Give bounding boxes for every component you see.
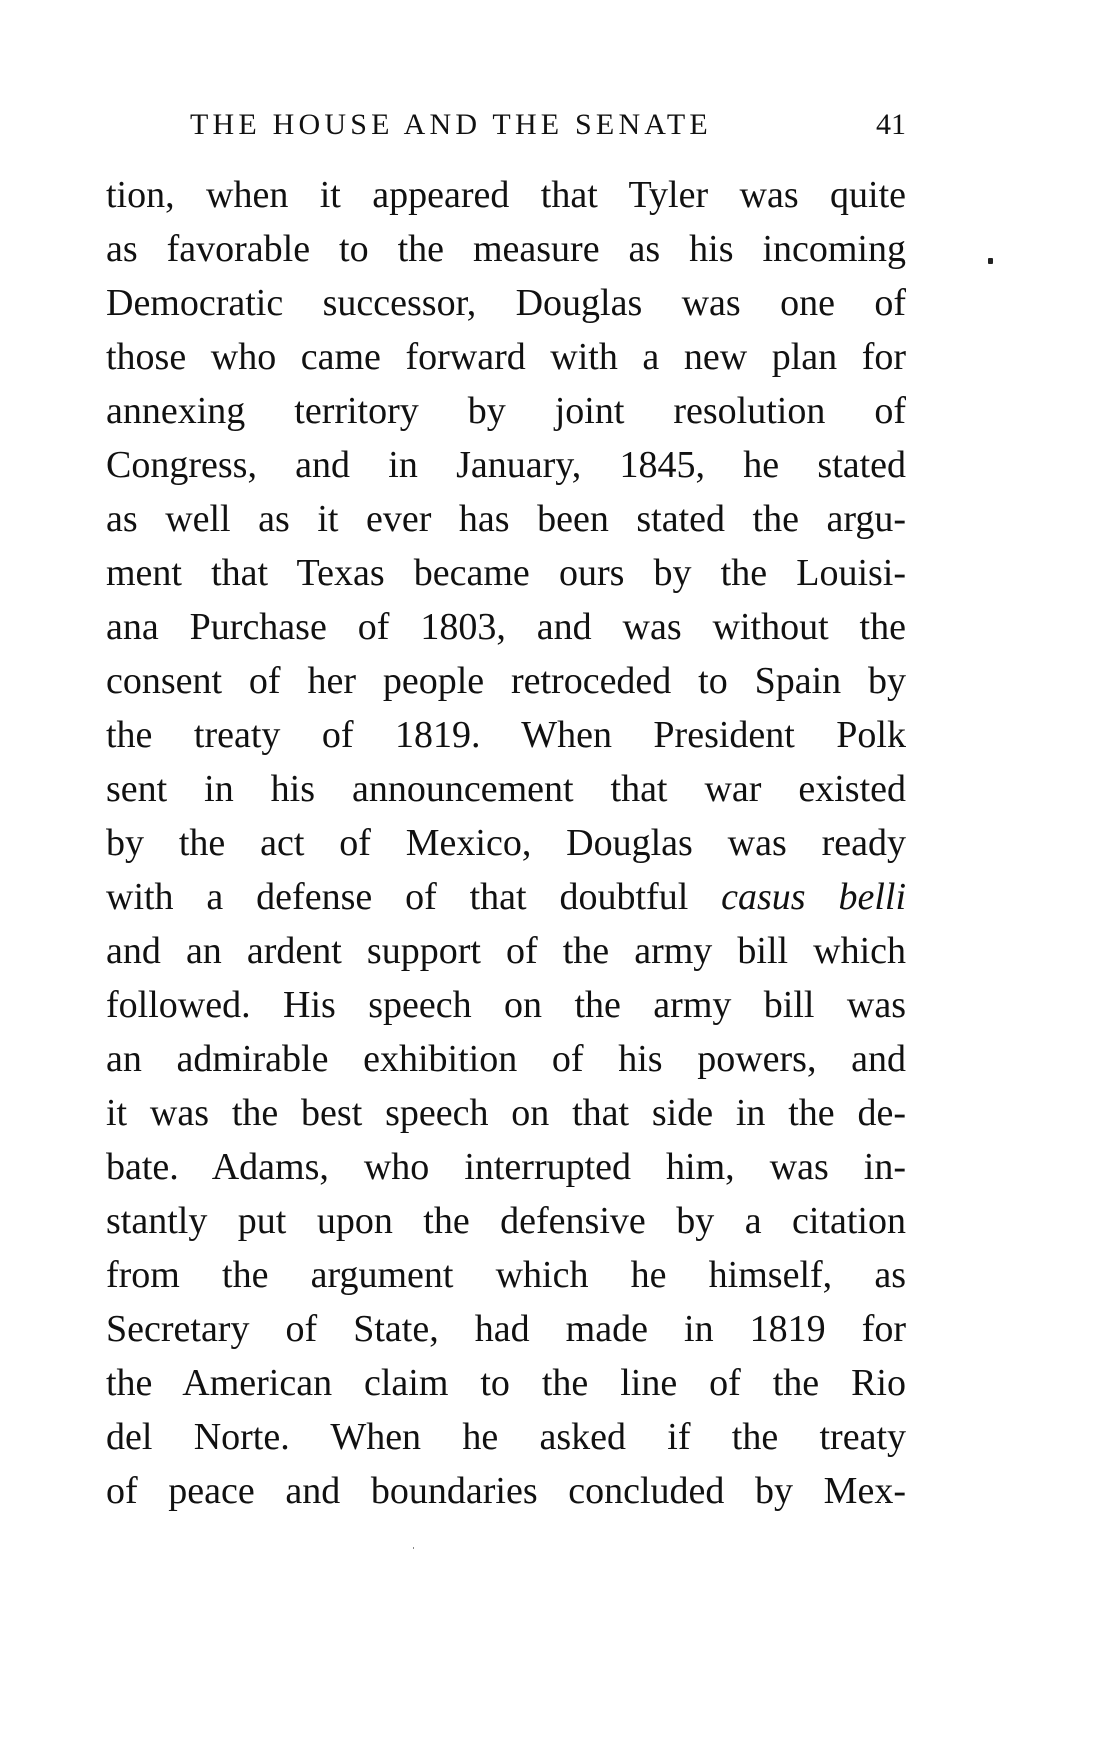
body-text	[106, 168, 906, 1518]
text-line-14-roman: with a defense of that doubtful	[106, 876, 722, 918]
text-line-22: Secretary of State, had made in 1819 for	[106, 1308, 906, 1350]
text-line-1: tion, when it appeared that Tyler was quite	[106, 174, 906, 216]
text-line-3: Democratic successor, Douglas was one of	[106, 282, 906, 324]
text-line-11: the treaty of 1819. When President Polk	[106, 714, 906, 756]
text-line-20: stantly put upon the defensive by a citation	[106, 1200, 906, 1242]
text-line-14	[106, 870, 906, 924]
text-line-12: sent in his announcement that war existed	[106, 768, 906, 810]
text-line-19: bate. Adams, who interrupted him, was in-	[106, 1146, 906, 1188]
text-line-21: from the argument which he himself, as	[106, 1254, 906, 1296]
text-line-18: it was the best speech on that side in the de-	[106, 1092, 906, 1134]
text-line-4: those who came forward with a new plan for	[106, 336, 906, 378]
page-number: 41	[876, 108, 906, 141]
text-line-16: followed. His speech on the army bill was	[106, 984, 906, 1026]
text-line-7: as well as it ever has been stated the argu-	[106, 498, 906, 540]
running-head-title: THE HOUSE AND THE SENATE	[190, 108, 712, 141]
running-head	[106, 100, 906, 150]
text-line-6: Congress, and in January, 1845, he stated	[106, 444, 906, 486]
text-line-15: and an ardent support of the army bill which	[106, 930, 906, 972]
text-line-13: by the act of Mexico, Douglas was ready	[106, 822, 906, 864]
text-line-5: annexing territory by joint resolution of	[106, 390, 906, 432]
text-line-25: of peace and boundaries concluded by Mex-	[106, 1470, 906, 1512]
text-line-17: an admirable exhibition of his powers, and	[106, 1038, 906, 1080]
text-line-10: consent of her people retroceded to Spain by	[106, 660, 906, 702]
text-line-23: the American claim to the line of the Rio	[106, 1362, 906, 1404]
ink-speck	[413, 1547, 414, 1549]
text-line-24: del Norte. When he asked if the treaty	[106, 1416, 906, 1458]
text-line-9: ana Purchase of 1803, and was without the	[106, 606, 906, 648]
text-line-2: as favorable to the measure as his incoming	[106, 228, 906, 270]
ink-speck	[988, 258, 993, 264]
text-line-8: ment that Texas became ours by the Louisi-	[106, 552, 906, 594]
text-line-14-italic: casus belli	[721, 876, 906, 918]
